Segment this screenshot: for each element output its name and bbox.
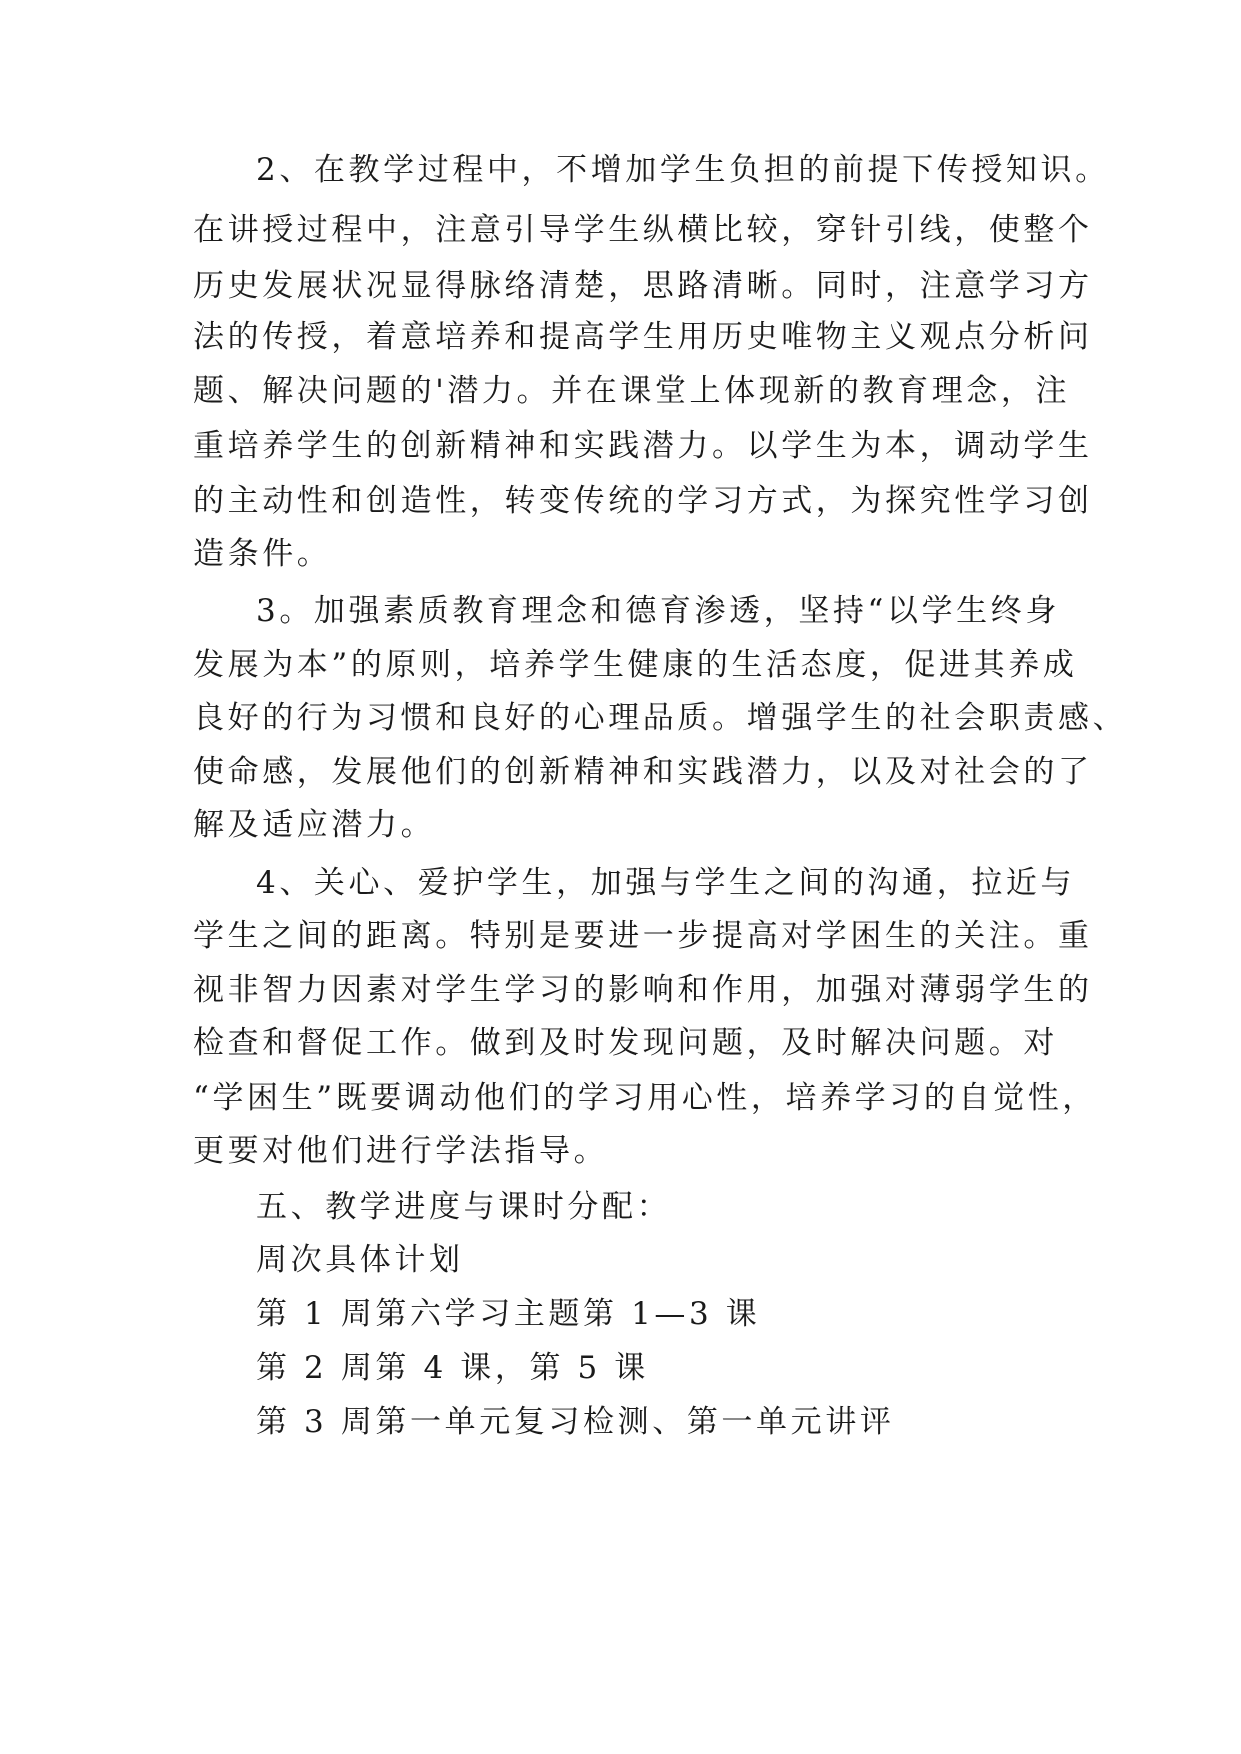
schedule-week-3: 第 3 周第一单元复习检测、第一单元讲评 (256, 1404, 895, 1440)
paragraph-4-line-5: “学困生”既要调动他们的学习用心性，培养学习的自觉性， (193, 1080, 1097, 1116)
paragraph-4-line-4: 检查和督促工作。做到及时发现问题，及时解决问题。对 (193, 1025, 1058, 1061)
paragraph-4-line-6: 更要对他们进行学法指导。 (193, 1133, 609, 1169)
paragraph-2-line-5: 题、解决问题的'潜力。并在课堂上体现新的教育理念，注 (193, 373, 1071, 409)
paragraph-3-line-4: 使命感，发展他们的创新精神和实践潜力，以及对社会的了 (193, 754, 1093, 790)
section-5-heading: 五、教学进度与课时分配： (256, 1189, 672, 1225)
paragraph-2-line-7: 的主动性和创造性，转变传统的学习方式，为探究性学习创 (193, 483, 1093, 519)
paragraph-3-line-5: 解及适应潜力。 (193, 807, 436, 843)
paragraph-2-line-3: 历史发展状况显得脉络清楚，思路清晰。同时，注意学习方 (193, 268, 1093, 304)
paragraph-4-line-3: 视非智力因素对学生学习的影响和作用，加强对薄弱学生的 (193, 972, 1093, 1008)
paragraph-3-line-1: 3。加强素质教育理念和德育渗透，坚持“以学生终身 (256, 593, 1060, 629)
schedule-week-1: 第 1 周第六学习主题第 1—3 课 (256, 1296, 761, 1332)
paragraph-2-line-8: 造条件。 (193, 536, 332, 572)
schedule-week-2: 第 2 周第 4 课，第 5 课 (256, 1350, 649, 1386)
paragraph-2-line-1: 2、在教学过程中，不增加学生负担的前提下传授知识。 (256, 152, 1110, 188)
paragraph-4-line-1: 4、关心、爱护学生，加强与学生之间的沟通，拉近与 (256, 865, 1076, 901)
paragraph-2-line-4: 法的传授，着意培养和提高学生用历史唯物主义观点分析问 (193, 319, 1093, 355)
paragraph-3-line-3: 良好的行为习惯和良好的心理品质。增强学生的社会职责感、 (193, 700, 1128, 736)
paragraph-3-line-2: 发展为本”的原则，培养学生健康的生活态度，促进其养成 (193, 647, 1078, 683)
paragraph-2-line-6: 重培养学生的创新精神和实践潜力。以学生为本，调动学生 (193, 428, 1093, 464)
paragraph-4-line-2: 学生之间的距离。特别是要进一步提高对学困生的关注。重 (193, 918, 1093, 954)
schedule-header: 周次具体计划 (256, 1242, 464, 1278)
paragraph-2-line-2: 在讲授过程中，注意引导学生纵横比较，穿针引线，使整个 (193, 212, 1093, 248)
